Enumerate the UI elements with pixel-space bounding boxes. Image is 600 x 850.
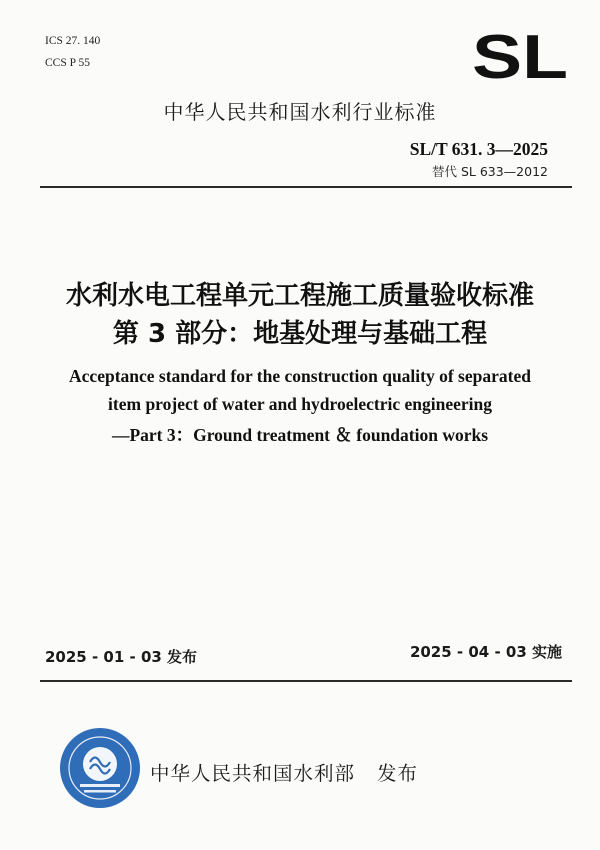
title-en-line-3: —Part 3：Ground treatment ＆ foundation works: [111, 425, 489, 445]
title-en-line-1: Acceptance standard for the construction quality of separated: [69, 366, 531, 386]
top-divider: [40, 186, 572, 188]
title-en-line-2: item project of water and hydroelectric engineering: [108, 394, 492, 414]
publisher-action: 发布: [377, 762, 419, 785]
publisher-name: 中华人民共和国水利部: [150, 762, 356, 785]
standard-number: SL/T 631. 3—2025: [409, 139, 548, 159]
sl-logo-text: SL: [472, 28, 568, 82]
title-cn-line-2: 第 3 部分：地基处理与基础工程: [112, 319, 488, 349]
ccs-code: CCS P 55: [45, 57, 90, 69]
publisher-seal-icon: [58, 726, 142, 810]
standard-category: 中华人民共和国水利行业标准: [163, 100, 437, 124]
bottom-divider: [40, 680, 572, 682]
title-cn-line-1: 水利水电工程单元工程施工质量验收标准: [65, 281, 534, 311]
sl-logo: [470, 28, 570, 82]
classification-codes: [45, 30, 100, 74]
implementation-date: 2025 - 04 - 03 实施: [409, 643, 562, 661]
ics-code: ICS 27. 140: [45, 35, 101, 47]
replaces-standard: 替代 SL 633—2012: [431, 164, 548, 179]
publisher: [150, 758, 418, 786]
issue-date: 2025 - 01 - 03 发布: [45, 648, 198, 666]
